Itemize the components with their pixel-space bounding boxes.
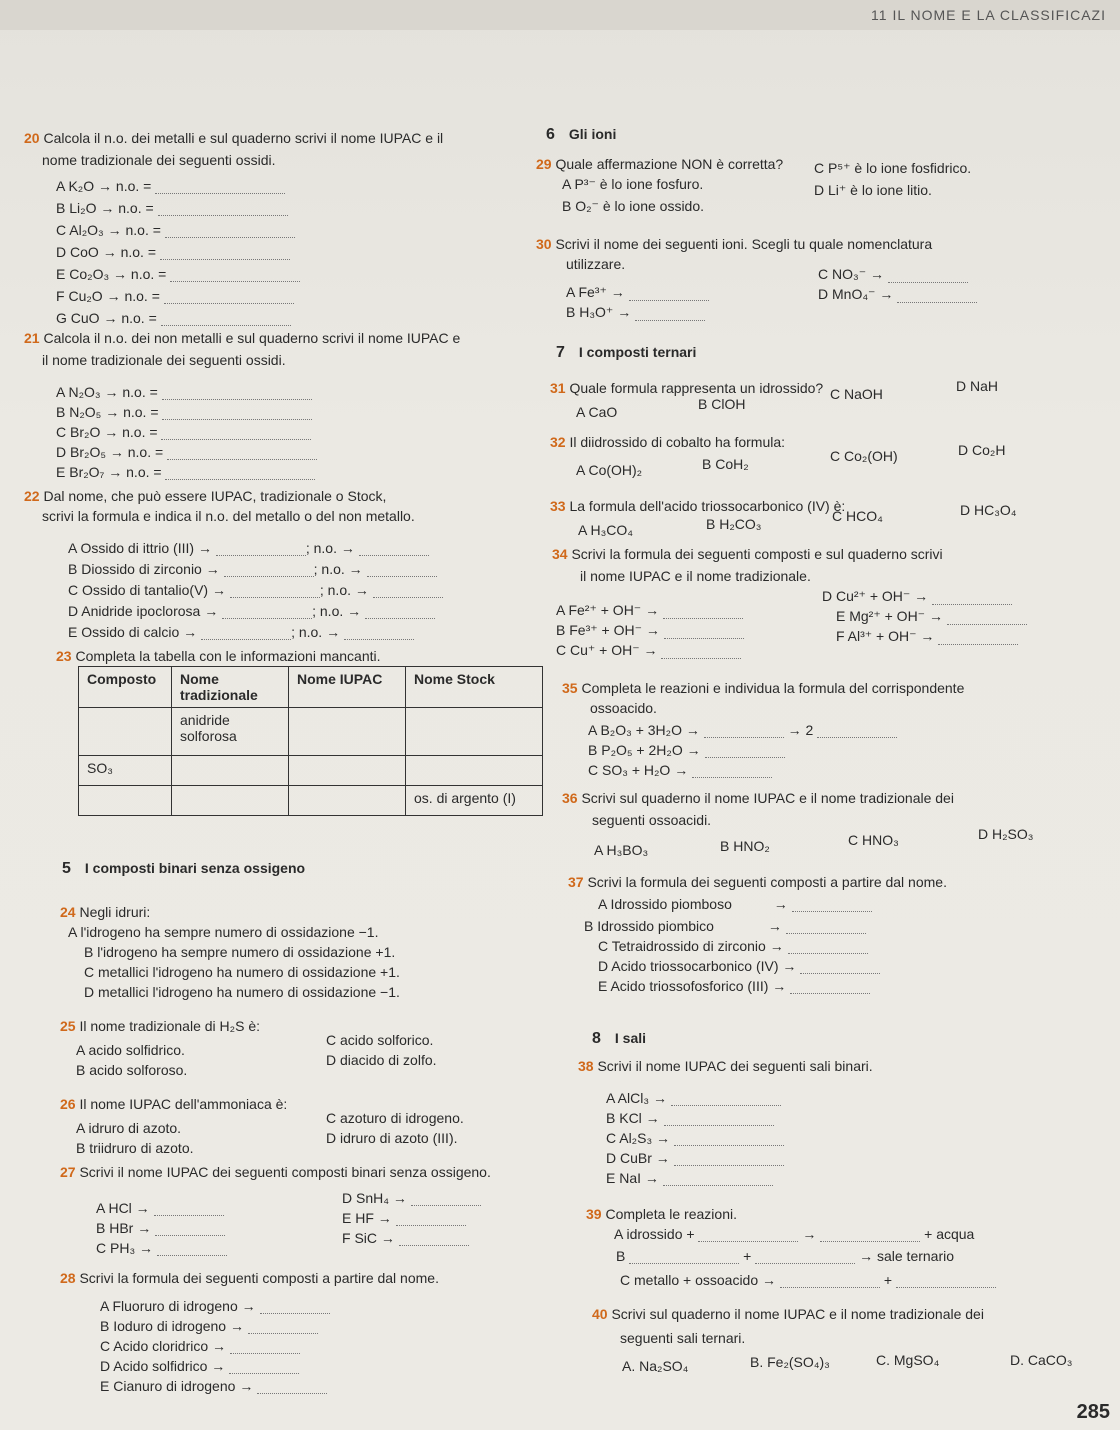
table-cell [172, 786, 289, 816]
ex34-item-a: A Fe²⁺ + OH⁻ → [556, 602, 743, 619]
ex32-question: 32 Il diidrossido di cobalto ha formula: [550, 434, 786, 450]
ex22-intro2: scrivi la formula e indica il n.o. del metallo o del non metallo. [42, 508, 415, 524]
table-cell [289, 786, 406, 816]
ex36-question2: seguenti ossoacidi. [592, 812, 712, 828]
ex34-item-c: C Cu⁺ + OH⁻ → [556, 642, 741, 659]
ex30-question2: utilizzare. [566, 256, 626, 272]
ex27-item-d: D SnH₄ → [342, 1190, 481, 1206]
ex30-item-b: B H₃O⁺ → [566, 304, 705, 321]
table-cell: SO₃ [79, 756, 172, 786]
ex20-item-g: G CuO → n.o. = [56, 310, 291, 326]
ex35-item-b: B P₂O₅ + 2H₂O → [588, 742, 785, 758]
section-7-title: 7 I composti ternari [556, 344, 697, 361]
ex34-item-f: F Al³⁺ + OH⁻ → [836, 628, 1018, 645]
ex22-intro: 22 Dal nome, che può essere IUPAC, tradizionale o Stock, [24, 488, 387, 504]
page-number: 285 [1076, 1401, 1110, 1423]
ex29-opt-d[interactable]: D Li⁺ è lo ione litio. [814, 182, 932, 198]
ex31-opt-b[interactable]: B ClOH [698, 396, 746, 412]
ex37-item-a: A Idrossido piomboso → [598, 896, 872, 912]
ex25-question: 25 Il nome tradizionale di H₂S è: [60, 1018, 260, 1034]
ex30-item-d: D MnO₄⁻ → [818, 286, 977, 303]
ex37-question: 37 Scrivi la formula dei seguenti composti a partire dal nome. [568, 874, 947, 890]
ex20-intro: 20 Calcola il n.o. dei metalli e sul quaderno scrivi il nome IUPAC e il [24, 130, 444, 146]
ex30-item-c: C NO₃⁻ → [818, 266, 968, 283]
ex37-item-c: C Tetraidrossido di zirconio → [598, 938, 868, 954]
table-cell: os. di argento (I) [406, 786, 543, 816]
ex30-item-a: A Fe³⁺ → [566, 284, 709, 301]
ex33-opt-d[interactable]: D HC₃O₄ [960, 502, 1017, 518]
chapter-header [0, 0, 1120, 30]
ex24-opt-a[interactable]: A l'idrogeno ha sempre numero di ossidazione −1. [68, 924, 379, 940]
ex37-item-e: E Acido triossofosforico (III) → [598, 978, 870, 994]
table-cell: anidride solforosa [172, 708, 289, 756]
ex35-item-a: A B₂O₃ + 3H₂O → → 2 [588, 722, 897, 738]
ex40-opt-a[interactable]: A. Na₂SO₄ [622, 1358, 689, 1374]
ex28-item-d: D Acido solfidrico → [100, 1358, 299, 1374]
ex25-opt-d[interactable]: D diacido di zolfo. [326, 1052, 437, 1068]
ex26-opt-a[interactable]: A idruro di azoto. [76, 1120, 182, 1136]
ex37-item-b: B Idrossido piombico → [584, 918, 866, 934]
ex21-item-e: E Br₂O₇ → n.o. = [56, 464, 315, 480]
ex35-question2: ossoacido. [590, 700, 657, 716]
ex38-item-c: C Al₂S₃ → [606, 1130, 784, 1146]
ex21-intro2: il nome tradizionale dei seguenti ossidi. [42, 352, 286, 368]
table-cell [172, 756, 289, 786]
ex26-opt-c[interactable]: C azoturo di idrogeno. [326, 1110, 464, 1126]
ex31-question: 31 Quale formula rappresenta un idrossido? [550, 380, 824, 396]
ex40-question: 40 Scrivi sul quaderno il nome IUPAC e il nome tradizionale dei [592, 1306, 984, 1322]
ex24-question: 24 Negli idruri: [60, 904, 151, 920]
ex22-item-b: B Diossido di zirconio → ; n.o. → [68, 561, 437, 577]
ex32-opt-c[interactable]: C Co₂(OH) [830, 448, 898, 464]
ex27-item-e: E HF → [342, 1210, 466, 1226]
ex28-item-a: A Fluoruro di idrogeno → [100, 1298, 330, 1314]
table-cell [79, 708, 172, 756]
ex23-table [78, 666, 543, 816]
table-cell [406, 756, 543, 786]
ex38-item-a: A AlCl₃ → [606, 1090, 781, 1106]
ex38-item-e: E NaI → [606, 1170, 773, 1186]
ex27-question: 27 Scrivi il nome IUPAC dei seguenti composti binari senza ossigeno. [60, 1164, 491, 1180]
ex27-item-b: B HBr → [96, 1220, 225, 1236]
ex40-opt-b[interactable]: B. Fe₂(SO₄)₃ [750, 1354, 830, 1370]
ex26-opt-b[interactable]: B triidruro di azoto. [76, 1140, 194, 1156]
ex33-opt-b[interactable]: B H₂CO₃ [706, 516, 762, 532]
ex27-item-a: A HCl → [96, 1200, 224, 1216]
ex34-item-d: D Cu²⁺ + OH⁻ → [822, 588, 1012, 605]
ex32-opt-d[interactable]: D Co₂H [958, 442, 1006, 458]
table-cell [289, 708, 406, 756]
ex24-opt-d[interactable]: D metallici l'idrogeno ha numero di ossidazione −1. [84, 984, 400, 1000]
table-header: Nome Stock [406, 667, 543, 708]
ex38-item-b: B KCl → [606, 1110, 774, 1126]
ex20-item-b: B Li₂O → n.o. = [56, 200, 288, 216]
ex36-opt-d[interactable]: D H₂SO₃ [978, 826, 1034, 842]
section-5-title: 5 I composti binari senza ossigeno [62, 860, 306, 877]
ex40-opt-d[interactable]: D. CaCO₃ [1010, 1352, 1073, 1368]
ex20-item-a: A K₂O → n.o. = [56, 178, 285, 194]
ex36-question: 36 Scrivi sul quaderno il nome IUPAC e il nome tradizionale dei [562, 790, 954, 806]
ex38-item-d: D CuBr → [606, 1150, 784, 1166]
ex21-intro: 21 Calcola il n.o. dei non metalli e sul quaderno scrivi il nome IUPAC e [24, 330, 461, 346]
ex22-item-e: E Ossido di calcio → ; n.o. → [68, 624, 414, 640]
table-header: Nome IUPAC [289, 667, 406, 708]
ex34-question2: il nome IUPAC e il nome tradizionale. [580, 568, 811, 584]
ex21-item-c: C Br₂O → n.o. = [56, 424, 311, 440]
ex20-item-c: C Al₂O₃ → n.o. = [56, 222, 295, 238]
ex24-opt-b[interactable]: B l'idrogeno ha sempre numero di ossidazione +1. [84, 944, 396, 960]
section-8-title: 8 I sali [592, 1030, 647, 1047]
ex22-item-d: D Anidride ipoclorosa → ; n.o. → [68, 603, 435, 619]
ex21-item-b: B N₂O₅ → n.o. = [56, 404, 312, 420]
ex28-item-c: C Acido cloridrico → [100, 1338, 300, 1354]
ex28-question: 28 Scrivi la formula dei seguenti composti a partire dal nome. [60, 1270, 439, 1286]
ex40-question2: seguenti sali ternari. [620, 1330, 746, 1346]
ex32-opt-a[interactable]: A Co(OH)₂ [576, 462, 643, 478]
ex35-item-c: C SO₃ + H₂O → [588, 762, 772, 778]
ex23-intro: 23 Completa la tabella con le informazioni mancanti. [56, 648, 381, 664]
ex20-intro2: nome tradizionale dei seguenti ossidi. [42, 152, 276, 168]
ex25-opt-c[interactable]: C acido solforico. [326, 1032, 434, 1048]
ex33-opt-a[interactable]: A H₃CO₄ [578, 522, 633, 538]
ex39-item-b: B + → sale ternario [616, 1248, 955, 1264]
ex36-opt-b[interactable]: B HNO₂ [720, 838, 770, 854]
section-6-title: 6 Gli ioni [546, 126, 617, 143]
table-header: Composto [79, 667, 172, 708]
ex22-item-a: A Ossido di ittrio (III) → ; n.o. → [68, 540, 429, 556]
ex20-item-d: D CoO → n.o. = [56, 244, 290, 260]
ex32-opt-b[interactable]: B CoH₂ [702, 456, 749, 472]
ex22-item-c: C Ossido di tantalio(V) → ; n.o. → [68, 582, 443, 598]
ex29-question: 29 Quale affermazione NON è corretta? [536, 156, 784, 172]
ex36-opt-a[interactable]: A H₃BO₃ [594, 842, 649, 858]
ex27-item-c: C PH₃ → [96, 1240, 227, 1256]
ex39-item-c: C metallo + ossoacido → + [620, 1272, 996, 1288]
table-cell [289, 756, 406, 786]
ex25-opt-a[interactable]: A acido solfidrico. [76, 1042, 185, 1058]
table-header: Nome tradizionale [172, 667, 289, 708]
ex34-question: 34 Scrivi la formula dei seguenti composti e sul quaderno scrivi [552, 546, 943, 562]
ex28-item-b: B Ioduro di idrogeno → [100, 1318, 318, 1334]
ex35-question: 35 Completa le reazioni e individua la formula del corrispondente [562, 680, 965, 696]
ex38-question: 38 Scrivi il nome IUPAC dei seguenti sali binari. [578, 1058, 873, 1074]
ex29-opt-c[interactable]: C P⁵⁺ è lo ione fosfidrico. [814, 160, 972, 176]
ex28-item-e: E Cianuro di idrogeno → [100, 1378, 327, 1394]
table-cell [79, 786, 172, 816]
ex25-opt-b[interactable]: B acido solforoso. [76, 1062, 188, 1078]
ex36-opt-c[interactable]: C HNO₃ [848, 832, 899, 848]
ex21-item-a: A N₂O₃ → n.o. = [56, 384, 312, 400]
ex31-opt-d[interactable]: D NaH [956, 378, 999, 394]
ex31-opt-c[interactable]: C NaOH [830, 386, 883, 402]
ex40-opt-c[interactable]: C. MgSO₄ [876, 1352, 940, 1368]
ex39-item-a: A idrossido + → + acqua [614, 1226, 975, 1242]
ex33-opt-c[interactable]: C HCO₄ [832, 508, 883, 524]
ex31-opt-a[interactable]: A CaO [576, 404, 618, 420]
ex34-item-b: B Fe³⁺ + OH⁻ → [556, 622, 744, 639]
ex20-item-f: F Cu₂O → n.o. = [56, 288, 294, 304]
ex29-opt-a[interactable]: A P³⁻ è lo ione fosfuro. [562, 176, 704, 192]
ex24-opt-c[interactable]: C metallici l'idrogeno ha numero di ossidazione +1. [84, 964, 400, 980]
ex27-item-f: F SiC → [342, 1230, 469, 1246]
chapter-title: 11 IL NOME E LA CLASSIFICAZI [871, 7, 1106, 23]
ex26-question: 26 Il nome IUPAC dell'ammoniaca è: [60, 1096, 288, 1112]
ex26-opt-d[interactable]: D idruro di azoto (III). [326, 1130, 458, 1146]
ex39-question: 39 Completa le reazioni. [586, 1206, 737, 1222]
ex33-question: 33 La formula dell'acido triossocarbonico (IV) è: [550, 498, 846, 514]
ex20-item-e: E Co₂O₃ → n.o. = [56, 266, 300, 282]
table-cell [406, 708, 543, 756]
ex21-item-d: D Br₂O₅ → n.o. = [56, 444, 317, 460]
ex37-item-d: D Acido triossocarbonico (IV) → [598, 958, 880, 974]
ex30-question: 30 Scrivi il nome dei seguenti ioni. Scegli tu quale nomenclatura [536, 236, 933, 252]
ex34-item-e: E Mg²⁺ + OH⁻ → [836, 608, 1027, 625]
ex29-opt-b[interactable]: B O₂⁻ è lo ione ossido. [562, 198, 705, 214]
